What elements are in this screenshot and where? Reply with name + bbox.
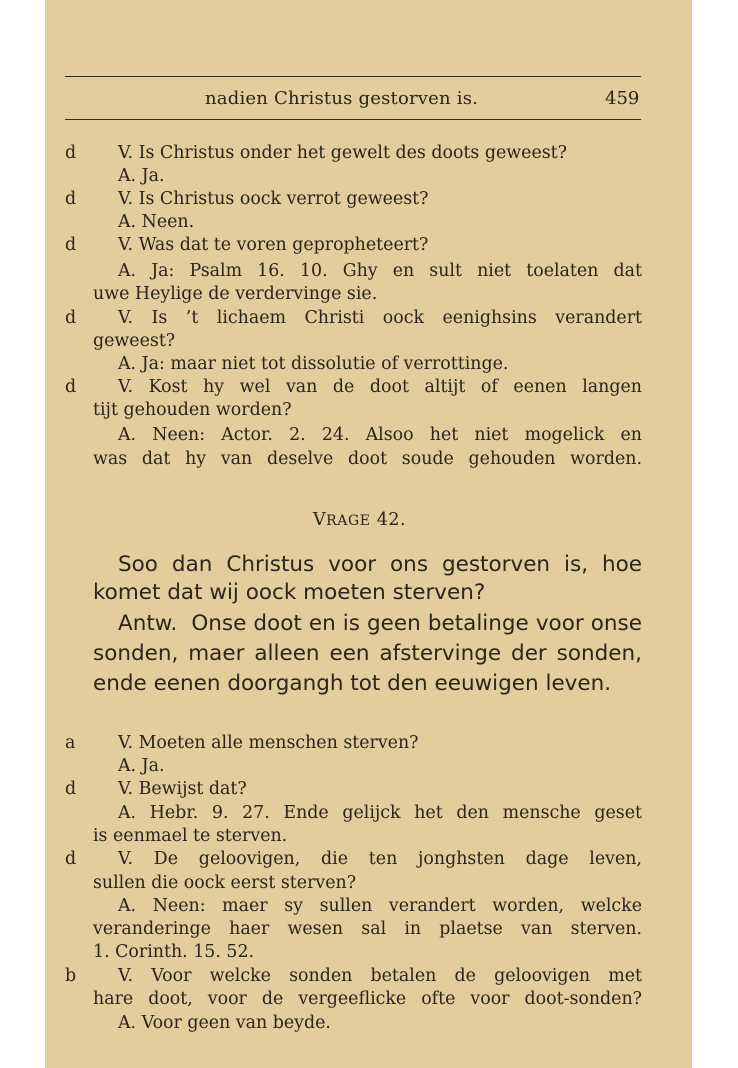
margin-mark: b: [65, 966, 77, 986]
catechism-line: V. De geloovigen, die ten jonghsten dage leven,: [118, 849, 642, 869]
margin-mark: d: [65, 377, 77, 397]
margin-mark: d: [65, 189, 77, 209]
question-text: Soo dan Christus voor ons gestorven is, hoe: [118, 552, 642, 577]
catechism-line: V. Kost hy wel van de doot altijt of eenen langen: [118, 377, 642, 397]
answer-text: Antw. Onse doot en is geen betalinge voor onse: [118, 611, 642, 636]
margin-mark: d: [65, 779, 77, 799]
catechism-line: veranderinge haer wesen sal in plaetse van sterven.: [93, 919, 642, 939]
margin-mark: d: [65, 235, 77, 255]
catechism-line: V. Is ’t lichaem Christi oock eenighsins verandert: [118, 308, 642, 328]
answer-text: ende eenen doorgangh tot den eeuwigen leven.: [93, 671, 612, 696]
header-rule-bottom: [65, 119, 641, 120]
margin-mark: a: [65, 733, 76, 753]
catechism-line: A. Neen.: [118, 212, 195, 232]
catechism-line: A. Ja.: [118, 166, 165, 186]
catechism-line: A. Neen: Actor. 2. 24. Alsoo het niet mogelick en: [118, 425, 642, 445]
catechism-line: A. Ja.: [118, 756, 165, 776]
catechism-line: 1. Corinth. 15. 52.: [93, 942, 255, 962]
running-header-title: nadien Christus gestorven is.: [205, 88, 479, 109]
heading-number: 42.: [376, 510, 407, 530]
catechism-line: V. Is Christus oock verrot geweest?: [118, 189, 429, 209]
catechism-line: V. Bewijst dat?: [118, 779, 247, 799]
question-heading: [313, 510, 406, 530]
question-text: komet dat wij oock moeten sterven?: [93, 580, 486, 605]
header-rule-top: [65, 76, 641, 77]
catechism-line: hare doot, voor de vergeeflicke ofte voor doot-sonden?: [93, 989, 642, 1009]
catechism-line: geweest?: [93, 331, 176, 351]
catechism-line: V. Was dat te voren geprophetееrt?: [118, 235, 429, 255]
heading-smallcaps: RAGE: [326, 513, 371, 529]
margin-mark: d: [65, 849, 77, 869]
answer-text: sonden, maer alleen een afstervinge der sonden,: [93, 641, 642, 666]
catechism-line: A. Ja: maar niet tot dissolutie of verrottinge.: [118, 354, 509, 374]
margin-mark: d: [65, 143, 77, 163]
catechism-line: sullen die oock eerst sterven?: [93, 873, 357, 893]
catechism-line: A. Ja: Psalm 16. 10. Ghy en sult niet toelaten dat: [118, 261, 642, 281]
catechism-line: V. Moeten alle menschen sterven?: [118, 733, 419, 753]
catechism-line: V. Is Christus onder het gewelt des doots geweest?: [118, 143, 567, 163]
page-number: 459: [605, 88, 640, 109]
heading-initial: V: [313, 510, 327, 530]
book-page: [45, 0, 692, 1068]
catechism-line: A. Voor geen van beyde.: [118, 1013, 331, 1033]
catechism-line: was dat hy van deselve doot soude gehouden worden.: [93, 449, 642, 469]
catechism-line: A. Hebr. 9. 27. Ende gelijck het den mensche geset: [118, 803, 642, 823]
catechism-line: uwe Heylige de verdervinge sie.: [93, 284, 378, 304]
catechism-line: tijt gehouden worden?: [93, 400, 292, 420]
catechism-line: A. Neen: maer sy sullen verandert worden, welcke: [118, 896, 642, 916]
catechism-line: V. Voor welcke sonden betalen de geloovigen met: [118, 966, 642, 986]
catechism-line: is eenmael te sterven.: [93, 826, 288, 846]
margin-mark: d: [65, 308, 77, 328]
